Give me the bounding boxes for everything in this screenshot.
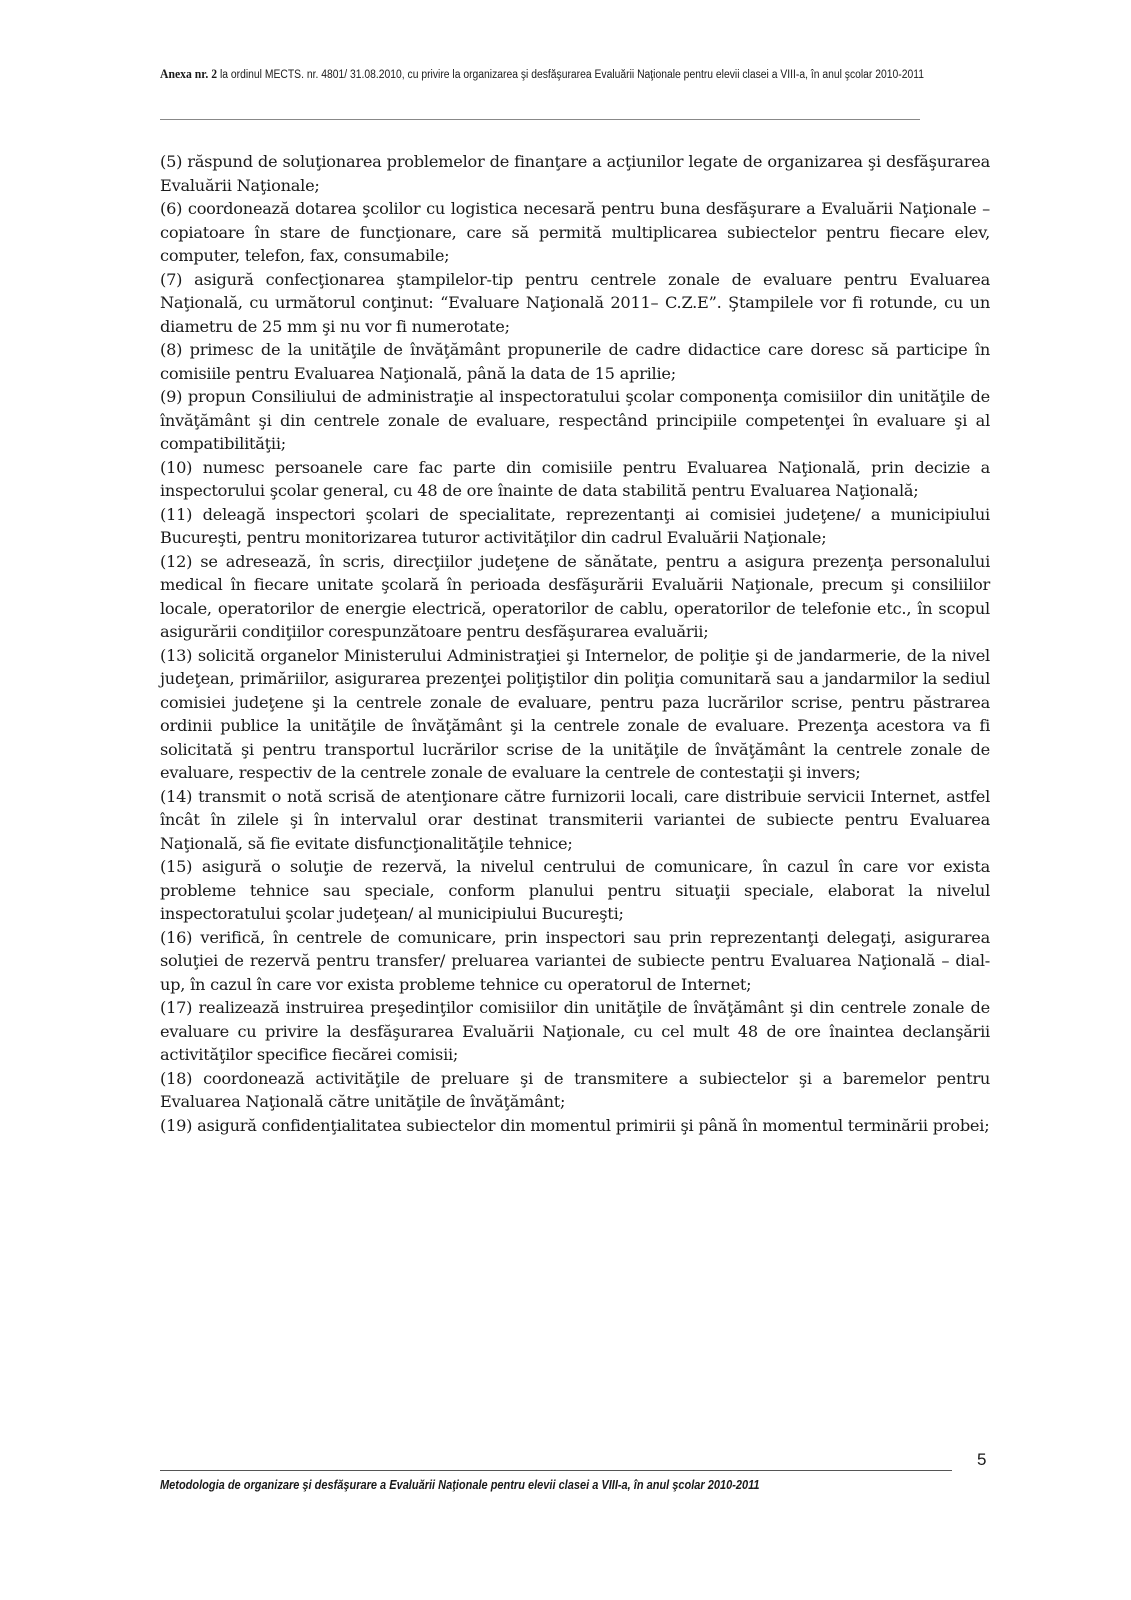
- page-footer: Metodologia de organizare şi desfăşurare a Evaluării Naţionale pentru elevii clasei a VIII-a, în anul şcolar 2010-2011: [160, 1478, 760, 1492]
- annex-label: Anexa nr. 2: [160, 66, 218, 81]
- footer-divider: [160, 1470, 952, 1471]
- paragraph-item-19: (19) asigură confidenţialitatea subiectelor din momentul primirii şi până în momentul terminării probei;: [160, 1115, 990, 1135]
- paragraph-item-16: (16) verifică, în centrele de comunicare, prin inspectori sau prin reprezentanţi delegaţi, asigurarea soluţiei de rezervă pentru transfer/ preluarea variantei de subiecte pentru Evaluarea Naţională – dial-up, în cazul în care vor exista probleme tehnice cu operatorul de Internet;: [160, 927, 990, 994]
- paragraph-item-5: (5) răspund de soluţionarea problemelor de finanţare a acţiunilor legate de organizarea şi desfăşurarea Evaluării Naţionale;: [160, 152, 990, 195]
- paragraph-item-11: (11) deleagă inspectori şcolari de specialitate, reprezentanţi ai comisiei judeţene/ a municipiului Bucureşti, pentru monitorizarea tuturor activităţilor din cadrul Evaluării Naţionale;: [160, 504, 990, 547]
- paragraph-item-15: (15) asigură o soluţie de rezervă, la nivelul centrului de comunicare, în cazul în care vor exista probleme tehnice sau speciale, conform planului pentru situaţii speciale, elaborat la nivelul inspectoratului şcolar judeţean/ al municipiului Bucureşti;: [160, 857, 990, 923]
- paragraph-item-17: (17) realizează instruirea preşedinţilor comisiilor din unităţile de învăţământ şi din centrele zonale de evaluare cu privire la desfăşurarea Evaluării Naţionale, cu cel mult 48 de ore înaintea declanşării activităţilor specifice fiecărei comisii;: [160, 998, 990, 1064]
- paragraph-item-6: (6) coordonează dotarea şcolilor cu logistica necesară pentru buna desfăşurare a Evaluării Naţionale – copiatoare în stare de funcţionare, care să permită multiplicarea subiectelor pentru fiecare elev, computer, telefon, fax, consumabile;: [160, 199, 990, 265]
- paragraph-item-7: (7) asigură confecţionarea ştampilelor-tip pentru centrele zonale de evaluare pentru Evaluarea Naţională, cu următorul conţinut: “Evaluare Naţională 2011– C.Z.E”. Ştampilele vor fi rotunde, cu un diametru de 25 mm şi nu vor fi numerotate;: [160, 269, 990, 336]
- paragraph-item-18: (18) coordonează activităţile de preluare şi de transmitere a subiectelor şi a baremelor pentru Evaluarea Naţională către unităţile de învăţământ;: [160, 1068, 990, 1111]
- paragraph-item-14: (14) transmit o notă scrisă de atenţionare către furnizorii locali, care distribuie servicii Internet, astfel încât în zilele şi în intervalul orar destinat transmiterii variantei de subiecte pentru Evaluarea Naţională, să fie evitate disfuncţionalităţile tehnice;: [160, 786, 990, 853]
- header-divider: [160, 119, 920, 120]
- header-text: la ordinul MECTS. nr. 4801/ 31.08.2010, cu privire la organizarea şi desfăşurarea Evaluării Naţionale pentru elevii clasei a VIII-a, în anul şcolar 2010-2011: [217, 69, 924, 81]
- paragraph-item-12: (12) se adresează, în scris, direcţiilor judeţene de sănătate, pentru a asigura prezenţa personalului medical în fiecare unitate şcolară în perioada desfăşurării Evaluării Naţionale, precum şi consiliilor locale, operatorilor de energie electrică, operatorilor de cablu, operatorilor de telefonie etc., în scopul asigurării condiţiilor corespunzătoare pentru desfăşurarea evaluării;: [160, 551, 990, 641]
- paragraph-item-9: (9) propun Consiliului de administraţie al inspectoratului şcolar componenţa comisiilor din unităţile de învăţământ şi din centrele zonale de evaluare, respectând principiile competenţei în evaluare şi al compatibilităţii;: [160, 387, 990, 453]
- page-header: [160, 66, 997, 83]
- paragraph-item-8: (8) primesc de la unităţile de învăţământ propunerile de cadre didactice care doresc să participe în comisiile pentru Evaluarea Naţională, până la data de 15 aprilie;: [160, 340, 990, 383]
- paragraph-item-13: (13) solicită organelor Ministerului Administraţiei şi Internelor, de poliţie şi de jandarmerie, de la nivel judeţean, primăriilor, asigurarea prezenţei poliţiştilor din poliţia comunitară sau a jandarmilor la sediul comisiei judeţene şi la centrele zonale de evaluare, pentru paza lucrărilor scrise, pentru păstrarea ordinii publice la unităţile de învăţământ şi la centrele zonale de evaluare. Prezenţa acestora va fi solicitată şi pentru transportul lucrărilor scrise de la unităţile de învăţământ la centrele zonale de evaluare, respectiv de la centrele zonale de evaluare la centrele de contestaţii şi invers;: [160, 645, 990, 782]
- page-number: 5: [977, 1450, 987, 1469]
- paragraph-item-10: (10) numesc persoanele care fac parte din comisiile pentru Evaluarea Naţională, prin decizie a inspectorului şcolar general, cu 48 de ore înainte de data stabilită pentru Evaluarea Naţională;: [160, 457, 990, 500]
- document-body: [160, 150, 990, 1137]
